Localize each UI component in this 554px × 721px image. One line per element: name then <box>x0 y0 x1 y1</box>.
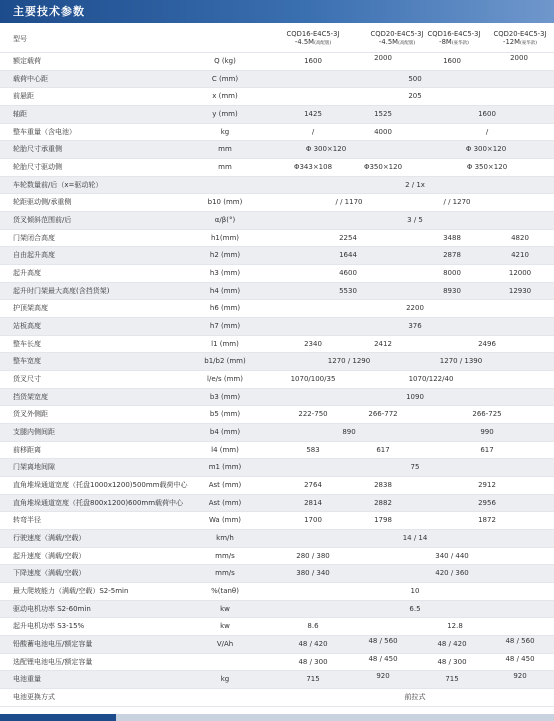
param-unit: b1/b2 (mm) <box>204 357 246 366</box>
param-label: 车轮数量前/后（x=驱动轮） <box>13 180 103 189</box>
table-row <box>0 230 554 248</box>
table-row <box>0 106 554 124</box>
param-label: 前移距离 <box>13 445 41 454</box>
param-value: / <box>311 127 315 136</box>
model-edition: (豪华款) <box>451 41 469 46</box>
param-value: 1600 <box>304 57 322 65</box>
table-row <box>0 71 554 89</box>
param-label: 额定载荷 <box>13 57 41 65</box>
param-value: 2764 <box>304 481 322 490</box>
param-value: 890 <box>342 428 356 437</box>
param-label: 支腿内侧间距 <box>13 428 55 437</box>
param-value: 5530 <box>339 286 357 295</box>
param-value: 14 / 14 <box>402 534 428 543</box>
param-value: 205 <box>408 92 422 101</box>
param-unit: %(tanθ) <box>211 587 239 596</box>
model-length: -4.5M <box>378 38 399 46</box>
param-value: 990 <box>480 428 494 437</box>
table-row <box>0 671 554 689</box>
param-label: 门架离地间隙 <box>13 463 55 472</box>
param-value: 280 / 380 <box>296 551 330 560</box>
table-row <box>0 565 554 583</box>
table-row <box>0 689 554 707</box>
param-value: 3 / 5 <box>407 216 423 225</box>
model-variant <box>494 38 547 48</box>
param-value: 12930 <box>508 286 532 295</box>
param-label: 整车重量（含电池） <box>13 127 76 136</box>
param-value: 715 <box>445 675 459 684</box>
param-label: 直角堆垛通道宽度（托盘800x1200)600mm载荷中心 <box>13 498 184 507</box>
param-value: 48 / 420 <box>437 640 467 649</box>
param-label: 货叉外侧距 <box>13 410 48 419</box>
table-row <box>0 265 554 283</box>
model-variant <box>371 38 424 48</box>
param-value: 8930 <box>443 286 461 295</box>
param-unit: α/β(°) <box>214 216 236 225</box>
table-row <box>0 194 554 212</box>
param-label: 护顶架高度 <box>13 304 48 313</box>
param-value: 222-750 <box>298 410 328 419</box>
param-value: 1644 <box>339 251 357 260</box>
table-row <box>0 247 554 265</box>
param-value: 2814 <box>304 498 322 507</box>
param-value: 2878 <box>443 251 461 260</box>
table-row <box>0 618 554 636</box>
param-unit: l/e/s (mm) <box>207 375 243 384</box>
param-label: 选配锂电池电压/额定容量 <box>13 657 93 666</box>
param-unit: kg <box>220 127 230 136</box>
param-value: 2000 <box>374 54 392 62</box>
param-value: / / 1270 <box>443 198 471 207</box>
param-label: 转弯半径 <box>13 516 41 525</box>
model-header-3 <box>428 30 481 48</box>
param-value: 617 <box>376 445 390 454</box>
param-unit: b3 (mm) <box>209 392 241 401</box>
param-unit: x (mm) <box>212 92 238 101</box>
param-label: 轮距驱动侧/承重侧 <box>13 198 72 207</box>
param-label: 载荷中心距 <box>13 74 48 83</box>
param-value: 2 / 1x <box>405 180 425 189</box>
param-value: 420 / 360 <box>435 569 469 578</box>
param-value: 1270 / 1390 <box>439 357 483 366</box>
param-value: 6.5 <box>409 604 421 613</box>
param-value: 3488 <box>443 233 461 242</box>
table-row <box>0 353 554 371</box>
param-unit: l4 (mm) <box>211 445 239 454</box>
param-unit: h2 (mm) <box>209 251 241 260</box>
table-row <box>0 583 554 601</box>
param-unit: b10 (mm) <box>207 198 243 207</box>
param-value: 8.6 <box>307 622 319 631</box>
param-value: 10 <box>410 587 420 596</box>
param-value: 617 <box>480 445 494 454</box>
model-variant <box>428 38 481 48</box>
table-header-row <box>0 25 554 53</box>
param-value: 340 / 440 <box>435 551 469 560</box>
param-value: 12000 <box>508 269 532 278</box>
param-label: 起升时门架最大高度(含挡货架) <box>13 286 110 295</box>
param-value: 48 / 560 <box>505 637 535 646</box>
param-unit: m1 (mm) <box>208 463 242 472</box>
param-value: 2496 <box>478 339 496 348</box>
param-value: 2912 <box>478 481 496 490</box>
param-label: 起升速度（满载/空载） <box>13 551 86 560</box>
model-edition: (高配版) <box>314 41 332 46</box>
param-value: 2200 <box>406 304 424 313</box>
param-value: 12.8 <box>447 622 463 631</box>
model-length: -4.5M <box>294 38 315 46</box>
param-unit: h4 (mm) <box>209 286 241 295</box>
param-unit: mm/s <box>215 569 235 578</box>
param-unit: h1(mm) <box>211 233 239 242</box>
param-value: 1600 <box>443 57 461 65</box>
table-row <box>0 636 554 654</box>
param-value: 2000 <box>510 54 528 62</box>
param-value: 8000 <box>443 269 461 278</box>
table-row <box>0 442 554 460</box>
param-value: 266-725 <box>472 410 502 419</box>
param-unit: mm <box>218 163 232 172</box>
param-label: 门架闭合高度 <box>13 233 55 242</box>
table-row <box>0 530 554 548</box>
model-code: CQD20-E4C5-3J <box>493 30 547 38</box>
param-unit: kw <box>220 622 230 631</box>
param-unit: b4 (mm) <box>209 428 241 437</box>
param-value: 2254 <box>339 233 357 242</box>
param-value: 380 / 340 <box>296 569 330 578</box>
model-label: 型号 <box>13 35 27 43</box>
param-unit: km/h <box>216 534 234 543</box>
table-row <box>0 88 554 106</box>
table-row <box>0 477 554 495</box>
table-row <box>0 318 554 336</box>
model-edition: (豪华款) <box>519 41 537 46</box>
param-value: 4210 <box>511 251 529 260</box>
table-row <box>0 389 554 407</box>
param-value: 2412 <box>374 339 392 348</box>
table-row <box>0 300 554 318</box>
param-value: 715 <box>306 675 320 684</box>
table-row <box>0 512 554 530</box>
table-row <box>0 601 554 619</box>
param-value: 4820 <box>511 233 529 242</box>
param-value: 1872 <box>478 516 496 525</box>
param-value: 920 <box>376 672 390 681</box>
param-unit: Ast (mm) <box>208 481 242 490</box>
param-value: 1090 <box>406 392 424 401</box>
model-code: CQD16-E4C5-3J <box>286 30 340 38</box>
param-label: 起升电机功率 S3-15% <box>13 622 85 631</box>
table-row <box>0 459 554 477</box>
param-value: 前拉式 <box>404 693 426 702</box>
param-value: 920 <box>513 672 527 681</box>
param-value: Φ350×120 <box>363 163 403 172</box>
param-value: 48 / 300 <box>437 657 467 666</box>
param-unit: V/Ah <box>216 640 234 649</box>
footer-bar <box>0 714 554 721</box>
table-row <box>0 336 554 354</box>
param-label: 站板高度 <box>13 322 41 331</box>
table-row <box>0 212 554 230</box>
param-unit: l1 (mm) <box>211 339 239 348</box>
table-row <box>0 159 554 177</box>
param-value: 1525 <box>374 110 392 118</box>
param-value: Φ 300×120 <box>465 145 507 154</box>
param-value: 1600 <box>478 110 496 118</box>
param-label: 电池重量 <box>13 675 41 684</box>
table-row <box>0 495 554 513</box>
param-unit: y (mm) <box>212 110 238 118</box>
param-value: 2838 <box>374 481 392 490</box>
param-value: 48 / 450 <box>368 654 398 663</box>
param-unit: Wa (mm) <box>208 516 242 525</box>
table-row <box>0 141 554 159</box>
param-value: 1700 <box>304 516 322 525</box>
param-label: 货叉尺寸 <box>13 375 41 384</box>
table-row <box>0 53 554 71</box>
model-variant <box>287 38 340 48</box>
model-code: CQD20-E4C5-3J <box>370 30 424 38</box>
param-value: 48 / 420 <box>298 640 328 649</box>
param-label: 自由起升高度 <box>13 251 55 260</box>
model-header-1 <box>287 30 340 48</box>
param-unit: h3 (mm) <box>209 269 241 278</box>
param-label: 驱动电机功率 S2-60min <box>13 604 91 613</box>
param-value: 2956 <box>478 498 496 507</box>
param-unit: h6 (mm) <box>209 304 241 313</box>
param-label: 起升高度 <box>13 269 41 278</box>
param-label: 轮胎尺寸承重侧 <box>13 145 62 154</box>
table-row <box>0 548 554 566</box>
param-unit: Ast (mm) <box>208 498 242 507</box>
param-value: 75 <box>410 463 420 472</box>
page-title: 主要技术参数 <box>13 5 85 18</box>
table-row <box>0 654 554 672</box>
param-value: 2882 <box>374 498 392 507</box>
param-label: 前悬距 <box>13 92 34 101</box>
model-length: -8M <box>439 38 452 46</box>
param-value: / <box>485 127 489 136</box>
param-value: 2340 <box>304 339 322 348</box>
param-value: / / 1170 <box>335 198 363 207</box>
param-unit: mm <box>218 145 232 154</box>
model-edition: (高配版) <box>398 41 416 46</box>
param-value: 4600 <box>339 269 357 278</box>
model-code: CQD16-E4C5-3J <box>427 30 481 38</box>
title-bar <box>0 0 554 23</box>
param-label: 货叉倾斜范围前/后 <box>13 216 72 225</box>
param-value: 48 / 300 <box>298 657 328 666</box>
param-value: 48 / 560 <box>368 637 398 646</box>
param-value: 1798 <box>374 516 392 525</box>
table-row <box>0 124 554 142</box>
param-value: 500 <box>408 74 422 83</box>
param-label: 轴距 <box>13 110 27 118</box>
param-value: 1270 / 1290 <box>327 357 371 366</box>
param-unit: kg <box>220 675 230 684</box>
param-value: 48 / 450 <box>505 654 535 663</box>
table-row <box>0 177 554 195</box>
param-label: 最大爬坡能力（满载/空载）S2-5min <box>13 587 129 596</box>
param-label: 轮胎尺寸驱动侧 <box>13 163 62 172</box>
param-value: Φ 350×120 <box>466 163 508 172</box>
param-value: Φ343×108 <box>293 163 333 172</box>
param-label: 直角堆垛通道宽度（托盘1000x1200)500mm载荷中心 <box>13 481 188 490</box>
model-length: -12M <box>503 38 520 46</box>
param-label: 整车宽度 <box>13 357 41 366</box>
model-header-2 <box>371 30 424 48</box>
param-value: 4000 <box>374 127 392 136</box>
param-label: 电池更换方式 <box>13 693 55 702</box>
param-unit: mm/s <box>215 551 235 560</box>
model-header-4 <box>494 30 547 48</box>
param-label: 行驶速度（满载/空载） <box>13 534 86 543</box>
param-value: 1070/122/40 <box>408 375 454 384</box>
param-value: 376 <box>408 322 422 331</box>
param-label: 铅酸蓄电池电压/额定容量 <box>13 640 93 649</box>
param-label: 下降速度（满载/空载） <box>13 569 86 578</box>
param-value: 1070/100/35 <box>290 375 336 384</box>
param-value: 1425 <box>304 110 322 118</box>
footer-rule <box>116 714 554 721</box>
param-label: 整车长度 <box>13 339 41 348</box>
param-label: 挡货架宽度 <box>13 392 48 401</box>
table-row <box>0 371 554 389</box>
param-unit: h7 (mm) <box>209 322 241 331</box>
param-unit: Q (kg) <box>214 57 236 65</box>
param-unit: b5 (mm) <box>209 410 241 419</box>
footer-accent <box>0 714 116 721</box>
param-value: 583 <box>306 445 320 454</box>
param-unit: C (mm) <box>211 74 239 83</box>
table-row <box>0 424 554 442</box>
table-row <box>0 406 554 424</box>
param-unit: kw <box>220 604 230 613</box>
param-value: Φ 300×120 <box>305 145 347 154</box>
table-row <box>0 283 554 301</box>
param-value: 266-772 <box>368 410 398 419</box>
